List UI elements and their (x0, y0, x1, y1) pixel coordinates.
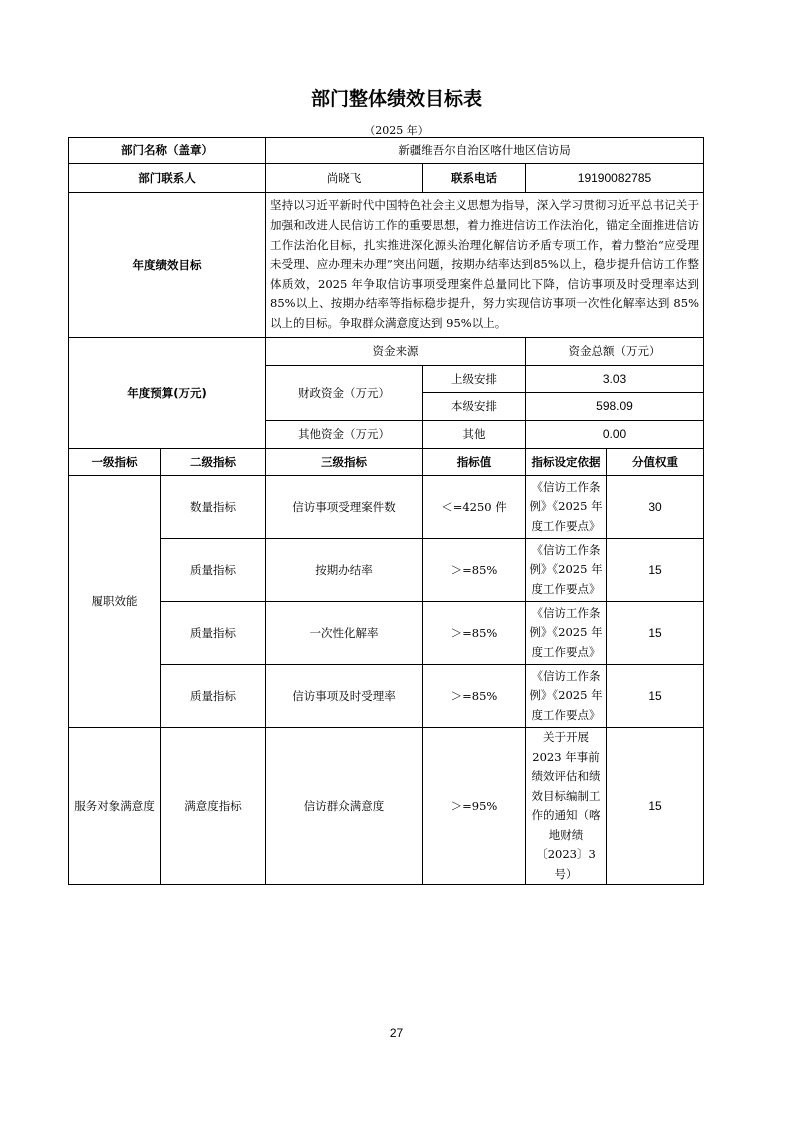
indicator-row (69, 728, 704, 885)
contact-value: 尚晓飞 (266, 164, 423, 193)
performance-table (68, 137, 704, 885)
other-value: 0.00 (526, 421, 704, 449)
total-header: 资金总额（万元） (526, 338, 704, 366)
phone-value: 19190082785 (526, 164, 704, 193)
value-cell: ＞=85% (423, 539, 526, 602)
header-value: 指标值 (423, 449, 526, 476)
basis-cell: 《信访工作条例》《2025 年度工作要点》 (526, 539, 607, 602)
level2-cell: 质量指标 (161, 539, 266, 602)
value-cell: ＞=85% (423, 665, 526, 728)
upper-label: 上级安排 (423, 366, 526, 393)
other-label: 其他资金（万元） (266, 421, 423, 449)
page-title: 部门整体绩效目标表 (310, 88, 482, 110)
weight-cell: 15 (607, 665, 704, 728)
level2-cell: 满意度指标 (161, 728, 266, 885)
level3-cell: 信访事项受理案件数 (266, 476, 423, 539)
level2-cell: 质量指标 (161, 665, 266, 728)
header-basis: 指标设定依据 (526, 449, 607, 476)
weight-cell: 30 (607, 476, 704, 539)
upper-value: 3.03 (526, 366, 704, 393)
value-cell: ＞=85% (423, 602, 526, 665)
local-value: 598.09 (526, 393, 704, 421)
dept-name-value: 新疆维吾尔自治区喀什地区信访局 (266, 138, 704, 164)
indicator-row (69, 665, 704, 728)
value-cell: ＞=95% (423, 728, 526, 885)
year-label: （2025 年） (364, 124, 429, 137)
basis-cell: 关于开展 2023 年事前绩效评估和绩效目标编制工作的通知（喀地财绩〔2023〕3 号） (526, 728, 607, 885)
indicator-row (69, 602, 704, 665)
level3-cell: 按期办结率 (266, 539, 423, 602)
level3-cell: 信访群众满意度 (266, 728, 423, 885)
basis-cell: 《信访工作条例》《2025 年度工作要点》 (526, 665, 607, 728)
budget-header-row (69, 338, 704, 366)
local-label: 本级安排 (423, 393, 526, 421)
header-weight: 分值权重 (607, 449, 704, 476)
header-level2: 二级指标 (161, 449, 266, 476)
value-cell: ＜=4250 件 (423, 476, 526, 539)
weight-cell: 15 (607, 728, 704, 885)
budget-label: 年度预算(万元) (69, 338, 266, 449)
level1-performance: 履职效能 (69, 476, 161, 728)
level1-satisfaction: 服务对象满意度 (69, 728, 161, 885)
dept-contact-row (69, 164, 704, 193)
dept-name-label: 部门名称（盖章） (69, 138, 266, 164)
fiscal-label: 财政资金（万元） (266, 366, 423, 421)
indicator-row (69, 476, 704, 539)
contact-label: 部门联系人 (69, 164, 266, 193)
level3-cell: 信访事项及时受理率 (266, 665, 423, 728)
header-level3: 三级指标 (266, 449, 423, 476)
level2-cell: 质量指标 (161, 602, 266, 665)
other-sub-label: 其他 (423, 421, 526, 449)
weight-cell: 15 (607, 602, 704, 665)
level3-cell: 一次性化解率 (266, 602, 423, 665)
source-header: 资金来源 (266, 338, 526, 366)
weight-cell: 15 (607, 539, 704, 602)
goal-text: 坚持以习近平新时代中国特色社会主义思想为指导，深入学习贯彻习近平总书记关于加强和改进人民信访工作的重要思想，着力推进信访工作法治化，锚定全面推进信访工作法治化目标，扎实推进深化源头治理化解信访矛盾专项工作，着力整治“应受理未受理、应办理未办理”突出问题，按期办结率达到85%以上，稳步提升信访工作整体质效，2025 年争取信访事项受理案件总量同比下降，信访事项及时受理率达到 85%以上、按期办结率等指标稳步提升，努力实现信访事项一次性化解率达到 85%以上的目标。争取群众满意度达到 95%以上。 (266, 193, 704, 338)
page-number: 27 (389, 1026, 404, 1040)
basis-cell: 《信访工作条例》《2025 年度工作要点》 (526, 602, 607, 665)
basis-cell: 《信访工作条例》《2025 年度工作要点》 (526, 476, 607, 539)
indicator-header-row (69, 449, 704, 476)
indicator-row (69, 539, 704, 602)
dept-name-row (69, 138, 704, 164)
header-level1: 一级指标 (69, 449, 161, 476)
goal-label: 年度绩效目标 (69, 193, 266, 338)
goal-row (69, 193, 704, 338)
phone-label: 联系电话 (423, 164, 526, 193)
level2-cell: 数量指标 (161, 476, 266, 539)
